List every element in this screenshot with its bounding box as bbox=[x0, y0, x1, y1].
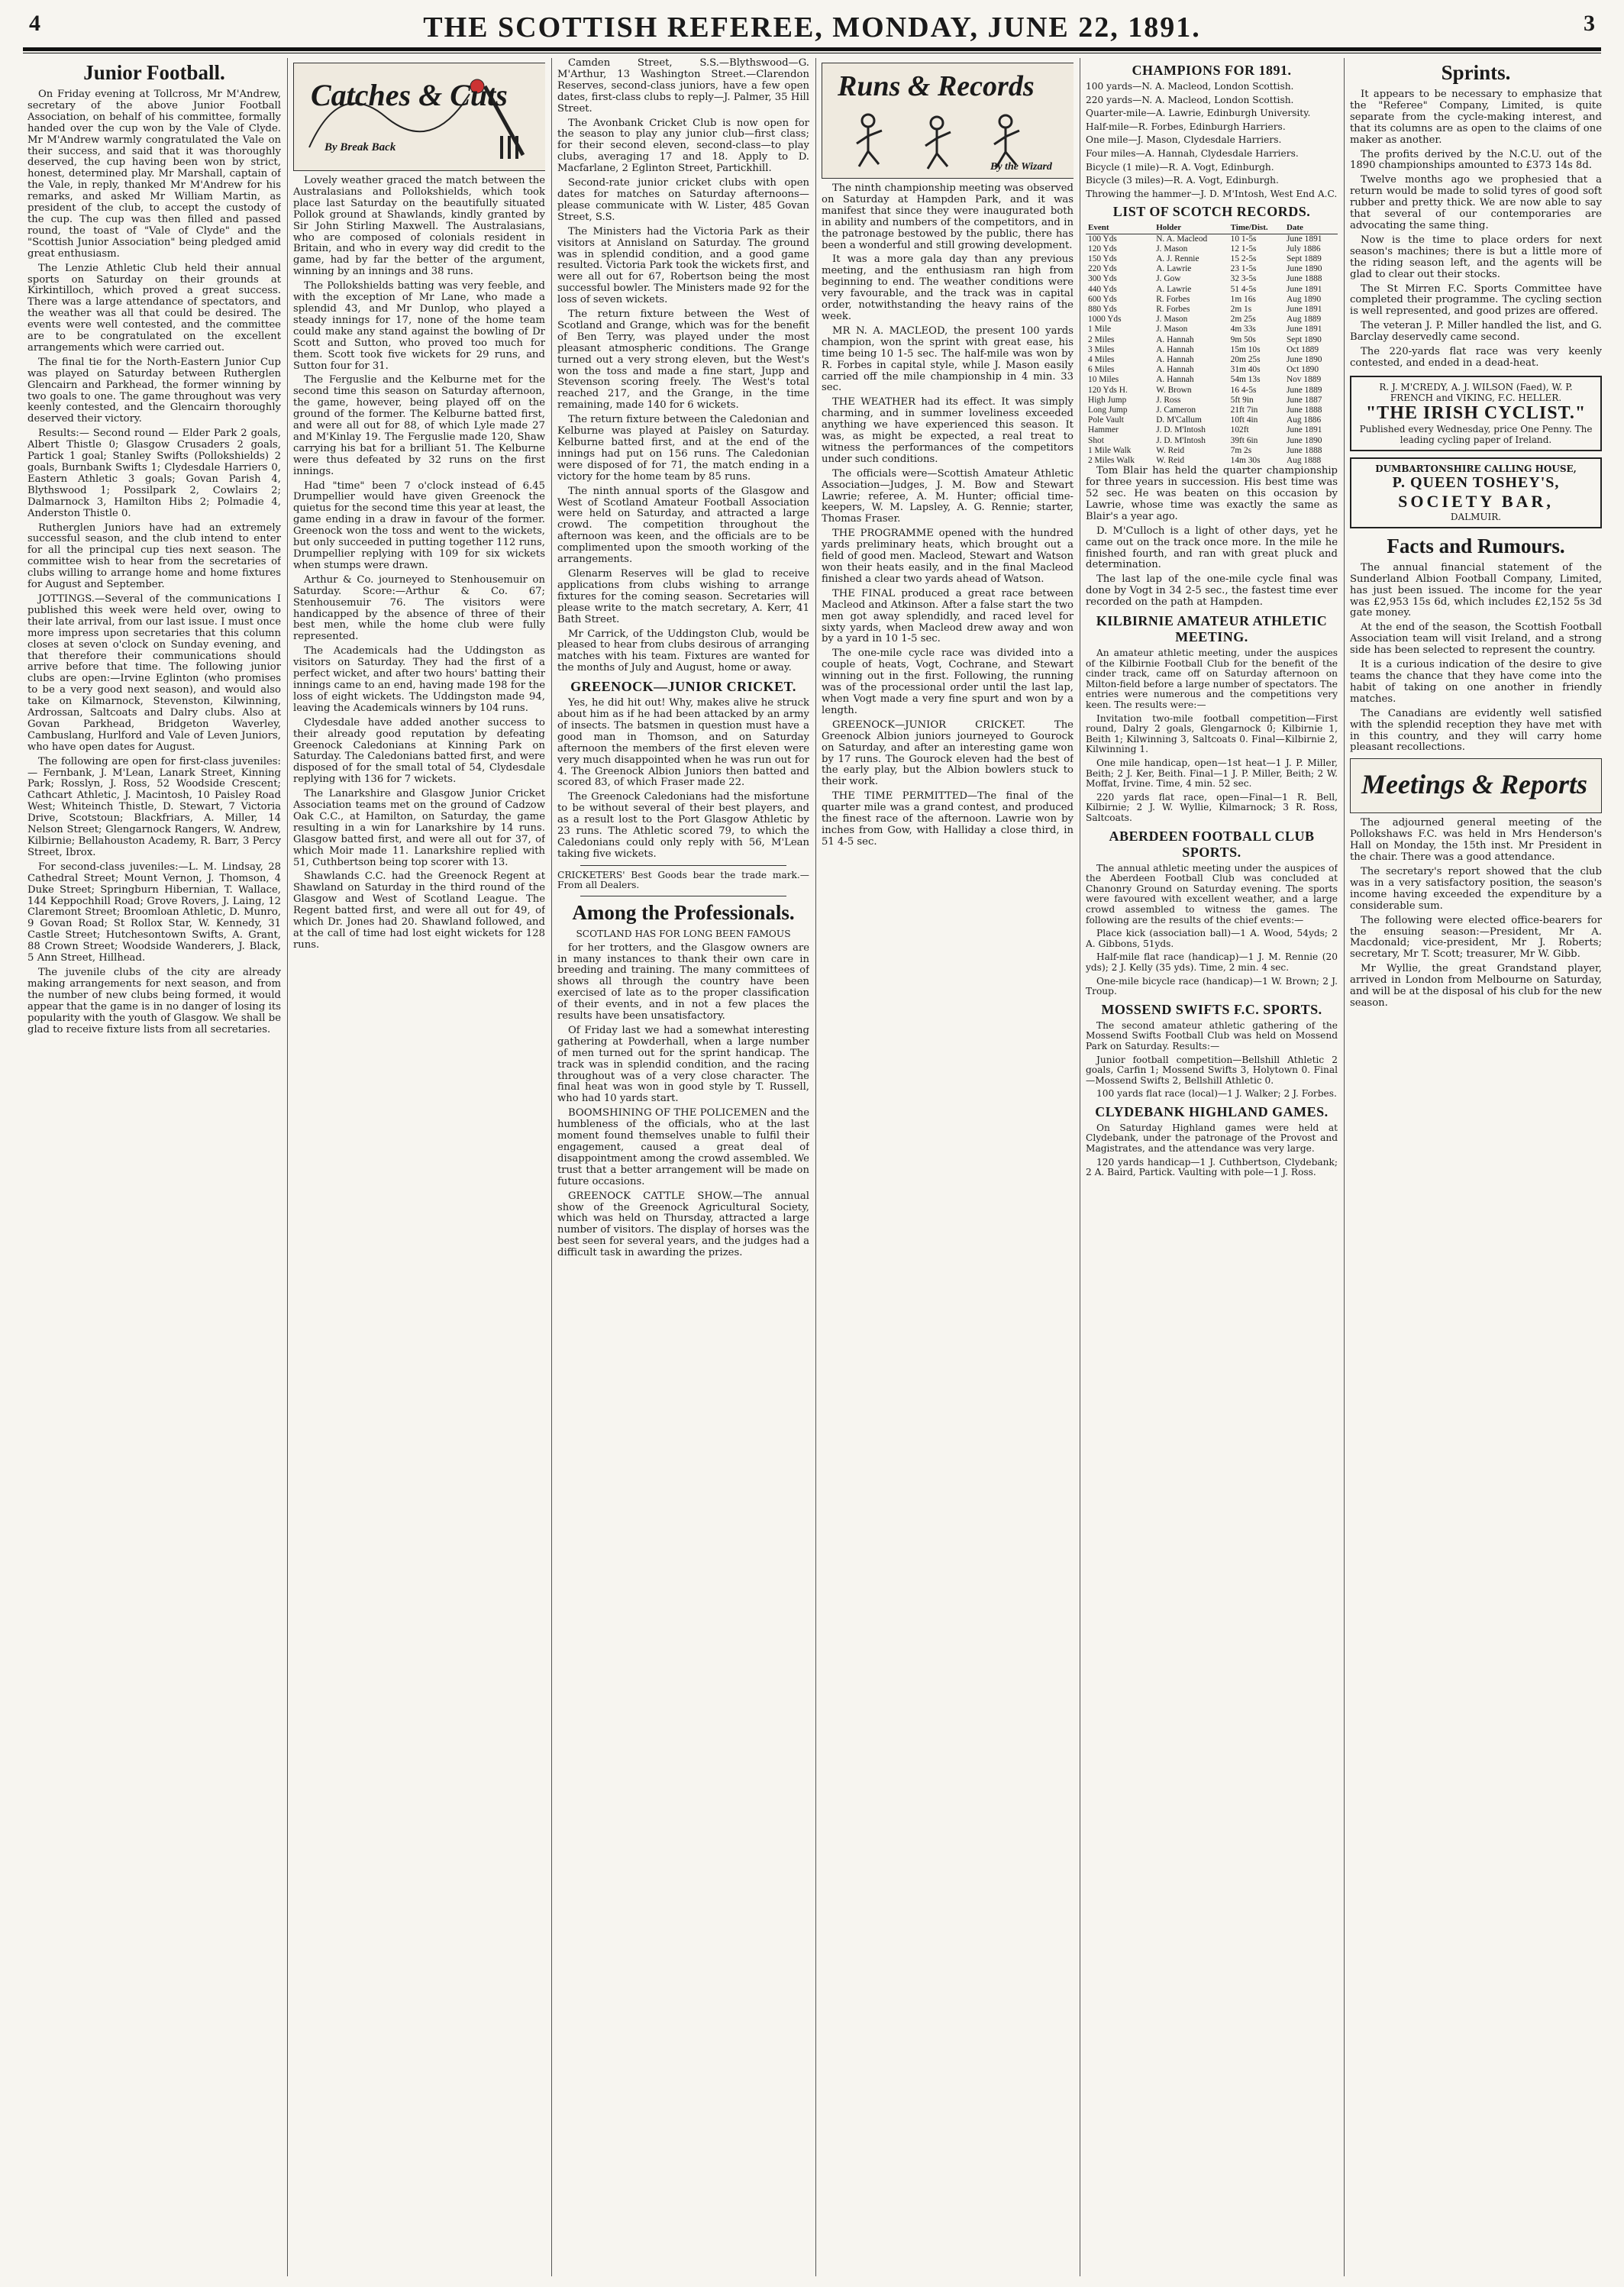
column-championship-records bbox=[1086, 58, 1338, 2276]
paragraph: The Greenock Caledonians had the misfortune to be without several of their best players, and as a result lost to the Port Glasgow Athletic by 23 runs. The Athletic scored 79, to which the Caledonians could only reply with 56, M'Lean taking five wickets. bbox=[557, 791, 809, 860]
table-cell: W. Brown bbox=[1156, 385, 1192, 395]
article-body bbox=[1350, 818, 1602, 1009]
table-row bbox=[1086, 254, 1338, 264]
advert-bar-name: SOCIETY BAR, bbox=[1398, 491, 1554, 511]
table-row bbox=[1086, 365, 1338, 375]
table-row bbox=[1086, 305, 1338, 315]
table-cell: 51 4-5s bbox=[1230, 284, 1257, 294]
paragraph: The Avonbank Cricket Club is now open for the season to play any junior club—first class; for their second eleven, second-class—to play clubs, averaging 17 and 18. Apply to D. Macfarlane, 2 Eglinton Street, Partickhill. bbox=[557, 117, 809, 175]
paragraph: The ninth championship meeting was observed on Saturday at Hampden Park, and it was manifest that since they were inaugurated both in ability and numbers of the competitors, and in the patronage bestowed by the public, there has been a wonderful and still growing development. bbox=[822, 183, 1074, 251]
table-row bbox=[1086, 264, 1338, 274]
catches-cuts-banner bbox=[293, 63, 545, 171]
table-cell: 23 1-5s bbox=[1230, 264, 1257, 274]
paragraph: THE PROGRAMME opened with the hundred yards preliminary heats, which brought out a field of good men. Macleod, Stewart and Watson won their heats easily, and in the final Macleod finished a clear two yards ahead of Watson. bbox=[822, 528, 1074, 585]
paragraph: BOOMSHINING OF THE POLICEMEN and the humbleness of the officials, who at the last moment found themselves unable to fulfil their engagement, caused a great deal of disappointment among the crowd assembled. We trust that a better arrangement will be made on future occasions. bbox=[557, 1107, 809, 1187]
paragraph: Bicycle (3 miles)—R. A. Vogt, Edinburgh. bbox=[1086, 175, 1279, 186]
paragraph: The Academicals had the Uddingston as visitors on Saturday. They had the first of a perfect wicket, and after two hours' batting their innings came to an end, having made 198 for the loss of eight wickets. The Uddingston made 94, leaving the Academicals winners by 104 runs. bbox=[293, 645, 545, 714]
table-cell: 15m 10s bbox=[1230, 344, 1261, 354]
table-row bbox=[1086, 315, 1338, 325]
article-body bbox=[1086, 1021, 1338, 1100]
table-cell: 440 Yds bbox=[1088, 284, 1117, 294]
table-cell: 120 Yds bbox=[1088, 244, 1117, 254]
table-cell: Shot bbox=[1088, 435, 1104, 445]
table-cell: 7m 2s bbox=[1230, 445, 1252, 455]
article-body bbox=[557, 943, 809, 1259]
article-body bbox=[822, 183, 1074, 848]
table-row bbox=[1086, 285, 1338, 295]
advert-names: R. J. M'CREDY, A. J. WILSON (Faed), W. P. FRENCH and VIKING, F.C. HELLER. bbox=[1379, 381, 1573, 403]
paragraph: At the end of the season, the Scottish Football Association team will visit Ireland, and a strong side has been selected to represent the country. bbox=[1350, 622, 1602, 657]
paragraph: Twelve months ago we prophesied that a return would be made to solid tyres of good soft rubber and pretty thick. We are now able to say that several of our contemporaries are advocating the same thing. bbox=[1350, 174, 1602, 231]
table-cell: J. Gow bbox=[1156, 274, 1181, 284]
table-cell: June 1888 bbox=[1286, 445, 1322, 455]
table-cell: High Jump bbox=[1088, 395, 1127, 405]
table-row bbox=[1086, 425, 1338, 435]
table-cell: A. Lawrie bbox=[1156, 284, 1192, 294]
section-heading-kilbirnie: KILBIRNIE AMATEUR ATHLETIC MEETING. bbox=[1096, 613, 1328, 645]
paragraph: The second amateur athletic gathering of the Mossend Swifts Football Club was held on Mossend Park on Saturday. Results:— bbox=[1086, 1019, 1338, 1051]
table-cell: June 1888 bbox=[1286, 274, 1322, 284]
table-cell: J. Mason bbox=[1156, 325, 1188, 334]
table-cell: 150 Yds bbox=[1088, 254, 1117, 263]
table-cell: 54m 13s bbox=[1230, 375, 1261, 385]
champions-list bbox=[1086, 82, 1338, 199]
paragraph: Yes, he did hit out! Why, makes alive he struck about him as if he had been attacked by an army of insects. The batsmen in question must have a good man in Thomson, and on Saturday afternoon the members of the first eleven were very much disappointed when he was run out for 4. The Greenock Albion Juniors then batted and scored 83, of which Fraser made 22. bbox=[557, 697, 809, 789]
table-cell: 10 1-5s bbox=[1230, 234, 1257, 244]
records-table bbox=[1086, 223, 1338, 466]
section-heading-professionals: Among the Professionals. bbox=[572, 901, 795, 924]
column-divider bbox=[815, 58, 816, 2276]
table-cell: 10 Miles bbox=[1088, 375, 1119, 385]
trade-notice: CRICKETERS' Best Goods bear the trade mark.—From all Dealers. bbox=[557, 869, 809, 891]
paragraph: The Canadians are evidently well satisfied with the splendid reception they have met with in this country, and they will carry home pleasant recollections. bbox=[1350, 707, 1602, 754]
section-heading-aberdeen: ABERDEEN FOOTBALL CLUB SPORTS. bbox=[1109, 828, 1315, 860]
paragraph: The Ferguslie and the Kelburne met for the second time this season on Saturday afternoon, the game, however, being played off on the ground of the former. The Kelburne batted first, and were all out for 88, of which Lyle made 27 and M'Kinlay 19. The Ferguslie made 120, Shaw carrying his bat for a brilliant 51. The Kelburne were thus defeated by 32 runs on the first innings. bbox=[293, 374, 545, 477]
paragraph: JOTTINGS.—Several of the communications I published this week were held over, owing to their late arrival, from our last issue. I must once more impress upon secretaries that this column closes at seven o'clock on Sunday evening, and that therefore their communications should arrive before that time. The following junior clubs are open:—Irvine Eglinton (who promises to be a very good next season), and would also take on Kilmarnock, Stevenston, Kilwinning, Ardrossan, Saltcoats and Dalry clubs. Also at Govan Parkhead, Bridgeton Waverley, Cambuslang, Hurlford and Vale of Leven Juniors, who have open dates for August. bbox=[27, 593, 281, 753]
table-cell: 880 Yds bbox=[1088, 304, 1117, 314]
paragraph: Camden Street, S.S.—Blythswood—G. M'Arthur, 13 Washington Street.—Clarendon Reserves, second-class juniors, have a few open dates, first-class clubs to reply—J. Palmer, 35 Hill Street. bbox=[557, 58, 809, 115]
masthead bbox=[23, 6, 1601, 44]
column-divider bbox=[287, 58, 288, 2276]
table-cell: 2m 1s bbox=[1230, 304, 1252, 314]
table-cell: 21ft 7in bbox=[1230, 405, 1258, 415]
table-cell: June 1888 bbox=[1286, 405, 1322, 415]
table-cell: Sept 1890 bbox=[1286, 334, 1322, 344]
column-junior-football bbox=[27, 58, 281, 2276]
paragraph: 220 yards—N. A. Macleod, London Scottish. bbox=[1086, 94, 1294, 105]
table-cell: June 1889 bbox=[1286, 385, 1322, 395]
paragraph: The ninth annual sports of the Glasgow and West of Scotland Amateur Football Association were held on Saturday, and attracted a large crowd. The competition throughout the afternoon was keen, and the officials are to be complimented upon the smooth working of the arrangements. bbox=[557, 485, 809, 566]
meetings-reports-banner bbox=[1350, 758, 1602, 813]
table-cell: 9m 50s bbox=[1230, 334, 1256, 344]
table-cell: 32 3-5s bbox=[1230, 274, 1257, 284]
table-row bbox=[1086, 274, 1338, 284]
paragraph: The juvenile clubs of the city are already making arrangements for next season, and from the number of new clubs being formed, it would appear that the game is in no danger of losing its popularity with the youth of Glasgow. We shall be glad to receive fixture lists from all secretaries. bbox=[27, 966, 281, 1035]
paragraph: One-mile bicycle race (handicap)—1 W. Brown; 2 J. Troup. bbox=[1086, 975, 1338, 997]
paragraph: The Lenzie Athletic Club held their annual sports on Saturday on their grounds at Kirkintilloch, which proved a great success. There was a large attendance of spectators, and the weather was all that could be desired. The events were well contested, and the committee are to be congratulated on the excellent arrangements which were carried out. bbox=[27, 262, 281, 354]
table-row bbox=[1086, 234, 1338, 244]
paragraph: The profits derived by the N.C.U. out of the 1890 championships amounted to £373 14s 8d. bbox=[1350, 148, 1602, 172]
advert-title: DUMBARTONSHIRE CALLING HOUSE, bbox=[1375, 463, 1577, 474]
table-cell: Nov 1889 bbox=[1286, 375, 1322, 385]
table-cell: J. Cameron bbox=[1156, 405, 1196, 415]
table-cell: A. Hannah bbox=[1156, 365, 1194, 375]
advert-proprietor: P. QUEEN TOSHEY'S, bbox=[1392, 473, 1560, 491]
table-cell: 15 2-5s bbox=[1230, 254, 1257, 263]
table-cell: 14m 30s bbox=[1230, 456, 1261, 466]
table-row bbox=[1086, 436, 1338, 446]
advert-text: Published every Wednesday, price One Penny. The leading cycling paper of Ireland. bbox=[1359, 423, 1593, 445]
table-row bbox=[1086, 244, 1338, 254]
table-cell: A. Hannah bbox=[1156, 354, 1194, 364]
paragraph: Place kick (association ball)—1 A. Wood, 54yds; 2 A. Gibbons, 51yds. bbox=[1086, 928, 1338, 949]
section-subheading: SCOTLAND HAS FOR LONG BEEN FAMOUS bbox=[576, 929, 791, 939]
table-cell: 600 Yds bbox=[1088, 294, 1117, 304]
paragraph: GREENOCK—JUNIOR CRICKET. The Greenock Albion juniors journeyed to Gourock on Saturday, and after an interesting game won by 17 runs. The Gourock eleven had the best of the early play, but the Albion bowlers stuck to their work. bbox=[822, 719, 1074, 788]
table-cell: 39ft 6in bbox=[1230, 435, 1258, 445]
paragraph: GREENOCK CATTLE SHOW.—The annual show of the Greenock Agricultural Society, which was held on Thursday, attracted a large number of visitors. The display of horses was the best seen for several years, and the judges had a difficult task in awarding the prizes. bbox=[557, 1190, 809, 1259]
table-row bbox=[1086, 396, 1338, 405]
table-cell: W. Reid bbox=[1156, 456, 1185, 466]
paragraph: An amateur athletic meeting, under the auspices of the Kilbirnie Football Club for the benefit of the cinder track, came off on Saturday afternoon on Milton-field before a large number of spectators. The entries were numerous and the competitions very keen. The results were:— bbox=[1086, 648, 1338, 711]
paragraph: The veteran J. P. Miller handled the list, and G. Barclay deservedly came second. bbox=[1350, 320, 1602, 344]
table-cell: A. Hannah bbox=[1156, 375, 1194, 385]
paragraph: Clydesdale have added another success to their already good reputation by defeating Greenock Caledonians at Kinning Park on Saturday. The Caledonians batted first, and were disposed of for the small total of 54, Clydesdale replying with 136 for 7 wickets. bbox=[293, 716, 545, 786]
paragraph: The following are open for first-class juveniles:— Fernbank, J. M'Lean, Lanark Street, Kinning Park; Rosslyn, J. Ross, 52 Woodside Crescent; Cathcart Athletic, J. Macintosh, 10 Paisley Road West; Whiteinch Thistle, D. Stewart, 7 Victoria Drive, Scotstoun; Blackfriars, A. Miller, 14 Nelson Street; Glengarnock Rangers, W. Andrew, Kilbirnie; Bellahouston Academy, R. Barr, 3 Percy Street, Ibrox. bbox=[27, 755, 281, 858]
table-cell: Aug 1888 bbox=[1286, 456, 1322, 466]
paragraph: for her trotters, and the Glasgow owners are in many instances to thank their own care in breeding and training. The many committees of shows all through the country have been exercised of late as to the proper classification of their events, and in not a few places the results have been unsatisfactory. bbox=[557, 942, 809, 1022]
article-body bbox=[557, 58, 809, 674]
table-cell: Aug 1886 bbox=[1286, 415, 1322, 425]
paragraph: Had "time" been 7 o'clock instead of 6.45 Drumpellier would have given Greenock the quietus for the second time this year at least, the game ending in a draw in favour of the former. Greenock won the toss and went to the wickets, but only succeeded in putting together 112 runs, Drumpellier replying with 109 for six wickets when stumps were drawn. bbox=[293, 480, 545, 571]
table-cell: Sept 1889 bbox=[1286, 254, 1322, 263]
paragraph: 220 yards flat race, open—Final—1 R. Bell, Kilbirnie; 2 J. W. Wyllie, Kilmarnock; 3 R. Ross, Saltcoats. bbox=[1086, 791, 1338, 823]
table-cell: 120 Yds H. bbox=[1088, 385, 1128, 395]
paragraph: The final tie for the North-Eastern Junior Cup was played on Saturday between Rutherglen Glencairn and Parkhead, the former winning by two goals to one. The game throughout was very keenly contested, and the Glencairn thoroughly deserved their victory. bbox=[27, 356, 281, 425]
table-cell: 220 Yds bbox=[1088, 264, 1117, 274]
banner-title: Runs & Records bbox=[838, 70, 1035, 102]
paragraph: Results:— Second round — Elder Park 2 goals, Albert Thistle 0; Glasgow Crusaders 2 goals, Partick 1 goal; Stanley Swifts (Pollokshields) 2 goals, Burnbank Swifts 1; Clydesdale Harriers 0, Eastern Athletic 3 goals; Govan Parish 4, Blythswood 1; Possilpark 2, Cowlairs 2; Dalmarnock 3, Hamilton Hibs 2; Polmadie 4, Anderston Thistle 0. bbox=[27, 428, 281, 519]
paragraph: The following were elected office-bearers for the ensuing season:—President, Mr A. Macdonald; vice-president, Mr J. Roberts; secretary, Mr T. Scott; treasurer, Mr W. Gibb. bbox=[1350, 914, 1602, 961]
paragraph: The annual athletic meeting under the auspices of the Aberdeen Football Club was concluded at Chanonry Ground on Saturday evening. The sports were favoured with excellent weather, and a large crowd assembled to witness the games. The following are the results of the chief events:— bbox=[1086, 862, 1338, 925]
paragraph: Half-mile—R. Forbes, Edinburgh Harriers. bbox=[1086, 121, 1286, 132]
table-cell: 1000 Yds bbox=[1088, 315, 1122, 325]
table-cell: J. Mason bbox=[1156, 244, 1188, 254]
paragraph: The 220-yards flat race was very keenly contested, and ended in a dead-heat. bbox=[1350, 346, 1602, 369]
table-row bbox=[1086, 386, 1338, 396]
table-cell: 102ft bbox=[1230, 425, 1249, 435]
paragraph: The Lanarkshire and Glasgow Junior Cricket Association teams met on the ground of Cadzow Oak C.C., at Hamilton, on Saturday, the game resulting in a win for Lanarkshire by 14 runs. Glasgow batted first, and were all out for 37, of which Moir made 11. Lanarkshire replied with 51, Cuthbertson being top scorer with 13. bbox=[293, 788, 545, 868]
paragraph: Mr Wyllie, the great Grandstand player, arrived in London from Melbourne on Saturday, and will be at the disposal of his club for the new season. bbox=[1350, 963, 1602, 1009]
masthead-rule bbox=[23, 47, 1601, 51]
section-heading-mossend: MOSSEND SWIFTS F.C. SPORTS. bbox=[1101, 1001, 1322, 1017]
table-cell: N. A. Macleod bbox=[1156, 234, 1208, 244]
table-cell: Hammer bbox=[1088, 425, 1119, 435]
paragraph: On Saturday Highland games were held at Clydebank, under the patronage of the Provost and Magistrates, and the attendance was very large. bbox=[1086, 1122, 1338, 1155]
paragraph: Lovely weather graced the match between the Australasians and Pollokshields, which took place last Saturday on the beautifully situated Pollok ground at Shawlands, kindly granted by Sir John Stirling Maxwell. The Australasians, who are composed of colonials resident in Britain, and who in every way did credit to the game, had by far the better of the argument, winning by an innings and 38 runs. bbox=[293, 175, 545, 278]
table-cell: Oct 1890 bbox=[1286, 365, 1319, 375]
table-cell: June 1887 bbox=[1286, 395, 1322, 405]
column-header: Event bbox=[1086, 223, 1154, 234]
table-cell: 3 Miles bbox=[1088, 344, 1115, 354]
paragraph: Junior football competition—Bellshill Athletic 2 goals, Carfin 1; Mossend Swifts 3, Holytown 0. Final—Mossend Swifts 2, Bellshill Athletic 0. bbox=[1086, 1054, 1338, 1086]
paragraph: It was a more gala day than any previous meeting, and the enthusiasm ran high from beginning to end. The weather conditions were very favourable, and the track was in capital order, notwithstanding the heavy rains of the week. bbox=[822, 254, 1074, 322]
table-cell: 1m 16s bbox=[1230, 294, 1256, 304]
article-body bbox=[557, 698, 809, 861]
article-body bbox=[1086, 864, 1338, 997]
table-cell: June 1891 bbox=[1286, 234, 1322, 244]
table-row bbox=[1086, 405, 1338, 415]
column-sprints bbox=[1350, 58, 1602, 2276]
table-cell: 2m 25s bbox=[1230, 315, 1256, 325]
table-cell: A. Hannah bbox=[1156, 344, 1194, 354]
paragraph: On Friday evening at Tollcross, Mr M'Andrew, secretary of the above Junior Football Association, on behalf of his committee, formally handed over the cup won by the Vale of Clyde. Mr M'Andrew warmly congratulated the Vale on their success, and said that it was thoroughly deserved, the cup having been won by strict, honest, determined play. Mr Marshall, captain of the Vale, in reply, thanked Mr M'Andrew for his remarks, and asked Mr William Martin, as president of the club, to accept the custody of the cup. The cup was then filled and passed round, the toast of "Vale of Clyde" and the "Scottish Junior Association" being pledged amid great enthusiasm. bbox=[27, 89, 281, 260]
paragraph: The annual financial statement of the Sunderland Albion Football Company, Limited, has just been issued. The income for the year was £2,953 15s 6d, which includes £2,152 5s 3d gate money. bbox=[1350, 561, 1602, 619]
table-row bbox=[1086, 345, 1338, 355]
paragraph: Tom Blair has held the quarter championship for three years in succession. His best time was 52 sec. He was beaten on this occasion by Lawrie, whose time was exactly the same as Blair's a year ago. bbox=[1086, 465, 1338, 522]
paragraph: The one-mile cycle race was divided into a couple of heats, Vogt, Cochrane, and Stewart winning out in the first. Following, the running was of the processional order until the last lap, when Vogt made a very fine spurt and won by a length. bbox=[822, 648, 1074, 716]
article-body bbox=[1350, 563, 1602, 754]
paragraph: THE FINAL produced a great race between Macleod and Atkinson. After a false start the two men got away splendidly, and raced level for sixty yards, when Macleod drew away and won by a yard in 10 1-5 sec. bbox=[822, 587, 1074, 645]
article-body bbox=[27, 89, 281, 1035]
table-cell: A. J. Rennie bbox=[1156, 254, 1199, 263]
table-cell: 1 Mile bbox=[1088, 325, 1112, 334]
table-cell: June 1890 bbox=[1286, 435, 1322, 445]
table-cell: 4m 33s bbox=[1230, 325, 1256, 334]
table-cell: 1 Mile Walk bbox=[1088, 445, 1132, 455]
table-cell: 6 Miles bbox=[1088, 365, 1115, 375]
paragraph: One mile—J. Mason, Clydesdale Harriers. bbox=[1086, 134, 1282, 146]
records-table-body bbox=[1086, 234, 1338, 466]
table-cell: June 1890 bbox=[1286, 354, 1322, 364]
paragraph: Throwing the hammer—J. D. M'Intosh, West End A.C. bbox=[1086, 188, 1338, 199]
section-heading-clydebank: CLYDEBANK HIGHLAND GAMES. bbox=[1095, 1103, 1329, 1119]
column-runs-records bbox=[822, 58, 1074, 2276]
section-heading-sprints: Sprints. bbox=[1441, 61, 1511, 84]
column-cricket-notes bbox=[557, 58, 809, 2276]
table-cell: June 1891 bbox=[1286, 325, 1322, 334]
table-cell: June 1891 bbox=[1286, 284, 1322, 294]
table-cell: 16 4-5s bbox=[1230, 385, 1257, 395]
section-heading-records: LIST OF SCOTCH RECORDS. bbox=[1112, 204, 1311, 220]
banner-title: Catches & Cuts bbox=[311, 78, 508, 112]
table-row bbox=[1086, 295, 1338, 305]
paragraph: The last lap of the one-mile cycle final was done by Vogt in 34 2-5 sec., the fastest time ever recorded on the path at Hampden. bbox=[1086, 573, 1338, 609]
newspaper-title: THE SCOTTISH REFEREE, MONDAY, JUNE 22, 1891. bbox=[423, 11, 1201, 44]
table-cell: R. Forbes bbox=[1156, 304, 1190, 314]
paragraph: One mile handicap, open—1st heat—1 J. P. Miller, Beith; 2 J. Ker, Beith. Final—1 J. P. Miller, Beith; 2 W. Moffat, Irvine. Time, 4 min. 52 sec. bbox=[1086, 757, 1338, 790]
table-cell: June 1891 bbox=[1286, 425, 1322, 435]
table-cell: 5ft 9in bbox=[1230, 395, 1254, 405]
paragraph: Bicycle (1 mile)—R. A. Vogt, Edinburgh. bbox=[1086, 161, 1274, 173]
table-cell: R. Forbes bbox=[1156, 294, 1190, 304]
page-number-left: 4 bbox=[29, 11, 40, 36]
banner-byline: By Break Back bbox=[324, 141, 396, 153]
paragraph: Now is the time to place orders for next season's machines; there is but a little more of the riding season left, and the agents will be glad to clear out their stocks. bbox=[1350, 234, 1602, 280]
table-cell: A. Hannah bbox=[1156, 334, 1194, 344]
table-cell: A. Lawrie bbox=[1156, 264, 1192, 274]
paragraph: Shawlands C.C. had the Greenock Regent at Shawland on Saturday in the third round of the Glasgow and West of Scotland League. The Regent batted first, and were all out for 49, of which Dr. Jones had 20. Shawland followed, and at the call of time had lost eight wickets for 128 runs. bbox=[293, 871, 545, 951]
table-cell: J. D. M'Intosh bbox=[1156, 435, 1206, 445]
table-cell: 4 Miles bbox=[1088, 354, 1115, 364]
advert-irish-cyclist bbox=[1350, 376, 1602, 451]
table-cell: 10ft 4in bbox=[1230, 415, 1258, 425]
paragraph: Glenarm Reserves will be glad to receive applications from clubs wishing to arrange fixtures for the coming season. Secretaries will please write to the match secretary, A. Kerr, 41 Bath Street. bbox=[557, 567, 809, 625]
article-body bbox=[1086, 648, 1338, 824]
table-cell: 2 Miles bbox=[1088, 334, 1115, 344]
table-row bbox=[1086, 415, 1338, 425]
table-header-row bbox=[1086, 223, 1338, 234]
paragraph: THE WEATHER had its effect. It was simply charming, and in summer loveliness exceeded anything we have experienced this season. It was, as might be expected, a real treat to witness the performances of the competitors under such conditions. bbox=[822, 396, 1074, 465]
paragraph: THE TIME PERMITTED—The final of the quarter mile was a grand contest, and produced the finest race of the afternoon. Lawrie won by inches from Gow, with Halliday a close third, in 51 4-5 sec. bbox=[822, 790, 1074, 848]
table-cell: 100 Yds bbox=[1088, 234, 1117, 244]
table-row bbox=[1086, 446, 1338, 456]
paragraph: For second-class juveniles:—L. M. Lindsay, 28 Cathedral Street; Mount Vernon, J. Thomson, 4 Duke Street; Springburn Hibernian, T. Wallace, 144 Keppochhill Road; Grove Rovers, J. Laing, 12 Claremont Street; Broomloan Athletic, D. Munro, 9 Govan Road; St Rollox Star, W. Kennedy, 31 Castle Street; Hutchesontown Swifts, A. Grant, 88 Crown Street; Woodside Wanderers, J. Black, 5 Ann Street, Hillhead. bbox=[27, 861, 281, 964]
table-cell: Aug 1890 bbox=[1286, 294, 1322, 304]
advert-place: DALMUIR. bbox=[1450, 511, 1502, 522]
table-cell: June 1890 bbox=[1286, 264, 1322, 274]
paragraph: D. M'Culloch is a light of other days, yet he came out on the track once more. In the mile he finished fourth, and ran with great pluck and determination. bbox=[1086, 525, 1338, 571]
column-catches-cuts bbox=[293, 58, 545, 2276]
table-row bbox=[1086, 335, 1338, 345]
section-heading-junior-football: Junior Football. bbox=[83, 61, 225, 84]
table-row bbox=[1086, 375, 1338, 385]
table-cell: June 1891 bbox=[1286, 304, 1322, 314]
paragraph: Four miles—A. Hannah, Clydesdale Harriers. bbox=[1086, 147, 1299, 159]
section-heading-champions: CHAMPIONS FOR 1891. bbox=[1132, 63, 1292, 78]
paragraph: Mr Carrick, of the Uddingston Club, would be pleased to hear from clubs desirous of arranging matches with his team. Fixtures are wanted for the months of July and August, home or away. bbox=[557, 628, 809, 674]
table-cell: 12 1-5s bbox=[1230, 244, 1257, 254]
paragraph: The return fixture between the Caledonian and Kelburne was played at Paisley on Saturday. Kelburne batted first, and at the end of the innings had put on 156 runs. The Caledonian were disposed of for 71, the match ending in a victory for the home team by 85 runs. bbox=[557, 414, 809, 483]
table-cell: 31m 40s bbox=[1230, 365, 1261, 375]
paragraph: Invitation two-mile football competition—First round, Dalry 2 goals, Glengarnock 0; Kilbirnie 1, Beith 1; Kilwinning 3, Saltcoats 0. Final—Kilbirnie 2, Kilwinning 1. bbox=[1086, 712, 1338, 755]
table-cell: Aug 1889 bbox=[1286, 315, 1322, 325]
column-header: Time/Dist. bbox=[1228, 223, 1284, 234]
banner-title: Meetings & Reports bbox=[1361, 769, 1588, 800]
table-cell: J. Ross bbox=[1156, 395, 1181, 405]
paragraph: The Pollokshields batting was very feeble, and with the exception of Mr Lane, who made a splendid 43, and Mr Dunlop, who played a steady innings for 17, none of the home team could make any stand against the bowling of Dr Scott and Sutton, who proved too much for them. Scott took five wickets for 29 runs, and Sutton four for 31. bbox=[293, 280, 545, 372]
column-divider bbox=[551, 58, 552, 2276]
article-body bbox=[1350, 89, 1602, 370]
paragraph: It is a curious indication of the desire to give teams the chance that they have come into the habit of taking on one another in friendly matches. bbox=[1350, 659, 1602, 705]
table-cell: Oct 1889 bbox=[1286, 344, 1319, 354]
table-cell: 20m 25s bbox=[1230, 354, 1261, 364]
table-cell: W. Reid bbox=[1156, 445, 1185, 455]
paragraph: MR N. A. MACLEOD, the present 100 yards champion, won the sprint with great ease, his time being 10 1-5 sec. The half-mile was won by R. Forbes in capital style, while J. Mason easily carried off the mile championship in 4 min. 33 sec. bbox=[822, 325, 1074, 394]
table-row bbox=[1086, 325, 1338, 334]
paragraph: Second-rate junior cricket clubs with open dates for matches on Saturday afternoons—please communicate with W. Lister, 485 Govan Street, S.S. bbox=[557, 177, 809, 223]
column-header: Holder bbox=[1154, 223, 1228, 234]
paragraph: The Ministers had the Victoria Park as their visitors at Annisland on Saturday. The ground was in splendid condition, and a good game resulted. Victoria Park took the wickets first, and were all out for 67, Robertson being the most successful bowler. The Ministers made 92 for the loss of seven wickets. bbox=[557, 225, 809, 306]
paragraph: Rutherglen Juniors have had an extremely successful season, and the club intend to enter for all the principal cup ties next season. The committee wish to hear from the secretaries of clubs willing to arrange home and home fixtures for August and September. bbox=[27, 522, 281, 591]
table-row bbox=[1086, 355, 1338, 365]
table-cell: J. D. M'Intosh bbox=[1156, 425, 1206, 435]
paragraph: The return fixture between the West of Scotland and Grange, which was for the benefit of Ben Terry, was played under the most pleasant atmospheric conditions. The Grange turned out a very strong eleven, but the West's won the toss and made a fine start, Jupp and Stevenson scoring freely. The West's total reached 217, and the Grange, in the time remaining, made 140 for 6 wickets. bbox=[557, 308, 809, 412]
advert-calling-house bbox=[1350, 457, 1602, 528]
paragraph: 100 yards flat race (local)—1 J. Walker; 2 J. Forbes. bbox=[1096, 1088, 1337, 1100]
table-cell: 2 Miles Walk bbox=[1088, 456, 1135, 466]
table-cell: D. M'Callum bbox=[1156, 415, 1202, 425]
paragraph: Half-mile flat race (handicap)—1 J. M. Rennie (20 yds); 2 J. Kelly (35 yds). Time, 2 min. 4 sec. bbox=[1086, 951, 1338, 973]
advert-title: "THE IRISH CYCLIST." bbox=[1365, 402, 1587, 423]
article-body bbox=[1086, 1123, 1338, 1178]
table-cell: July 1886 bbox=[1286, 244, 1321, 254]
section-heading-facts: Facts and Rumours. bbox=[1387, 534, 1565, 557]
paragraph: The secretary's report showed that the club was in a very satisfactory position, the season's income having exceeded the expenditure by a considerable sum. bbox=[1350, 865, 1602, 912]
paragraph: The adjourned general meeting of the Pollokshaws F.C. was held in Mrs Henderson's Hall on Monday, the 15th inst. Mr President in the chair. There was a good attendance. bbox=[1350, 817, 1602, 864]
table-cell: Pole Vault bbox=[1088, 415, 1124, 425]
table-cell: J. Mason bbox=[1156, 315, 1188, 325]
table-cell: 300 Yds bbox=[1088, 274, 1117, 284]
paragraph: Arthur & Co. journeyed to Stenhousemuir on Saturday. Score:—Arthur & Co. 67; Stenhousemuir 76. The visitors were handicapped by the absence of three of their best men, while the home club were fully represented. bbox=[293, 573, 545, 643]
article-body bbox=[293, 176, 545, 951]
paragraph: Quarter-mile—A. Lawrie, Edinburgh University. bbox=[1086, 108, 1311, 119]
paragraph: Of Friday last we had a somewhat interesting gathering at Powderhall, when a large number of men turned out for the sprint handicap. The track was in splendid condition, and the racing throughout was of a very close character. The final heat was won in good style by T. Russell, who had 10 yards start. bbox=[557, 1024, 809, 1105]
divider bbox=[580, 865, 786, 866]
paragraph: The officials were—Scottish Amateur Athletic Association—Judges, J. M. Bow and Stewart Lawrie; referee, A. M. Hunter; official time-keepers, W. M. Lapsley, A. G. Rennie; starter, Thomas Fraser. bbox=[822, 467, 1074, 525]
article-body bbox=[1086, 466, 1338, 609]
runs-records-banner bbox=[822, 63, 1074, 179]
column-divider bbox=[1344, 58, 1345, 2276]
table-cell: Long Jump bbox=[1088, 405, 1128, 415]
paragraph: 120 yards handicap—1 J. Cuthbertson, Clydebank; 2 A. Baird, Partick. Vaulting with pole—1 J. Ross. bbox=[1086, 1156, 1338, 1178]
column-header: Date bbox=[1284, 223, 1338, 234]
banner-byline: By the Wizard bbox=[990, 161, 1052, 173]
paragraph: It appears to be necessary to emphasize that the "Referee" Company, Limited, is quite separate from the cycle-making interest, and that its columns are as open to the claims of one maker as another. bbox=[1350, 89, 1602, 146]
paragraph: 100 yards—N. A. Macleod, London Scottish. bbox=[1086, 81, 1294, 92]
page-number-right: 3 bbox=[1584, 11, 1595, 36]
section-heading-greenock: GREENOCK—JUNIOR CRICKET. bbox=[570, 679, 796, 695]
paragraph: The St Mirren F.C. Sports Committee have completed their programme. The cycling section is well represented, and good prizes are offered. bbox=[1350, 283, 1602, 318]
